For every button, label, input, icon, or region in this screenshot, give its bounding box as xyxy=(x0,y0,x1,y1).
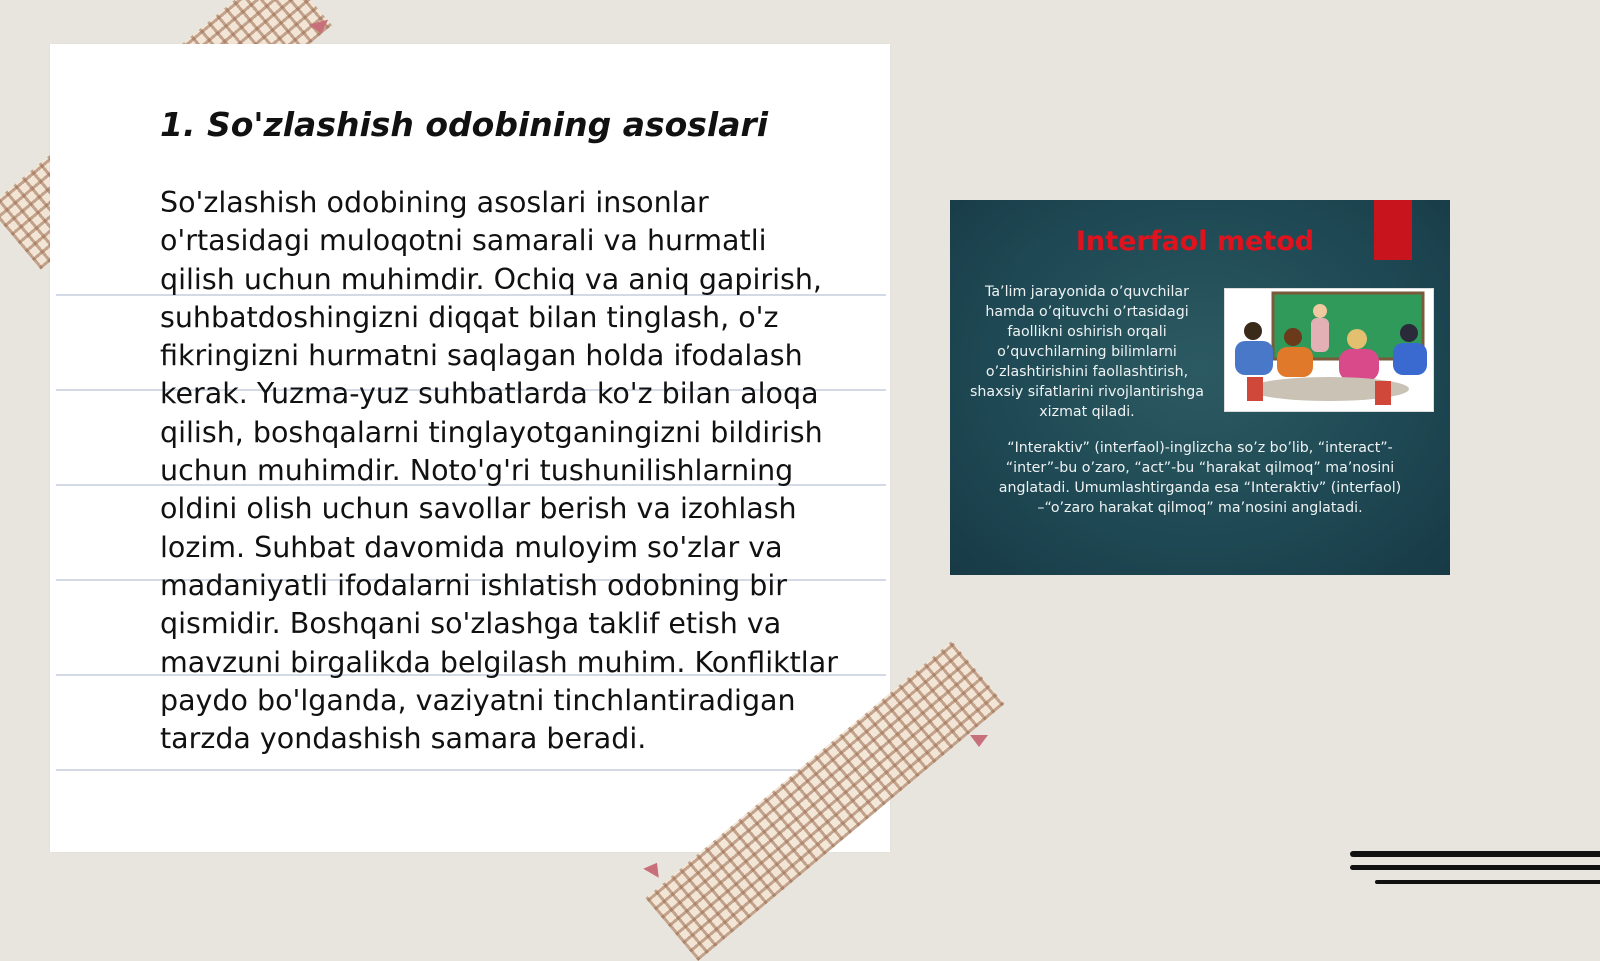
slide-paragraph-2: “Interaktiv” (interfaol)-inglizcha so’z bo’lib, “interact”- “inter”-bu o’zaro, “act”-bu “harakat qilmoq” ma’nosini anglatadi. Umumlashtirganda esa “Interaktiv” (interfaol) –“o’zaro harakat qilmoq” ma’nosini anglatadi. xyxy=(998,440,1402,516)
slide-image xyxy=(950,200,1450,575)
brush-stroke xyxy=(1350,851,1600,857)
tape-pin-bottom-right xyxy=(970,735,988,747)
paper-rule-line xyxy=(56,769,886,771)
classroom-illustration-icon xyxy=(1224,288,1434,412)
classroom-illustration-svg xyxy=(1225,289,1433,411)
slide-paragraph-1: Ta’lim jarayonida o’quvchilar hamda o’qituvchi o’rtasidagi faollikni oshirish orqali o’quvchilarning bilimlarni o’zlashtirishini faollashtirish, shaxsiy sifatlarini rivojlantirishga xizmat qiladi. xyxy=(970,284,1204,420)
slide-title: Interfaol metod xyxy=(1075,226,1315,257)
brush-stroke xyxy=(1350,865,1600,870)
brush-stroke xyxy=(1375,880,1600,884)
tape-pin-bottom-left xyxy=(643,858,665,877)
body-paragraph: So'zlashish odobining asoslari insonlar o'rtasidagi muloqotni samarali va hurmatli qilish uchun muhimdir. Ochiq va aniq gapirish, suhbatdoshingizni diqqat bilan tinglash, o'z fikringizni hurmatni saqlagan holda ifodalash kerak. Yuzma-yuz suhbatlarda ko'z bilan aloqa qilish, boshqalarni tinglayotganingizni bildirish uchun muhimdir. Noto'g'ri tushunilishlarning oldini olish uchun savollar berish va izohlash lozim. Suhbat davomida muloyim so'zlar va madaniyatli ifodalarni ishlatish odobning bir qismidir. Boshqani so'zlashga taklif etish va mavzuni birgalikda belgilash muhim. Konfliktlar paydo bo'lganda, vaziyatni tinchlantiradigan tarzda yondashish samara beradi. xyxy=(160,186,838,756)
page-title: 1. So'zlashish odobining asoslari xyxy=(160,105,769,144)
